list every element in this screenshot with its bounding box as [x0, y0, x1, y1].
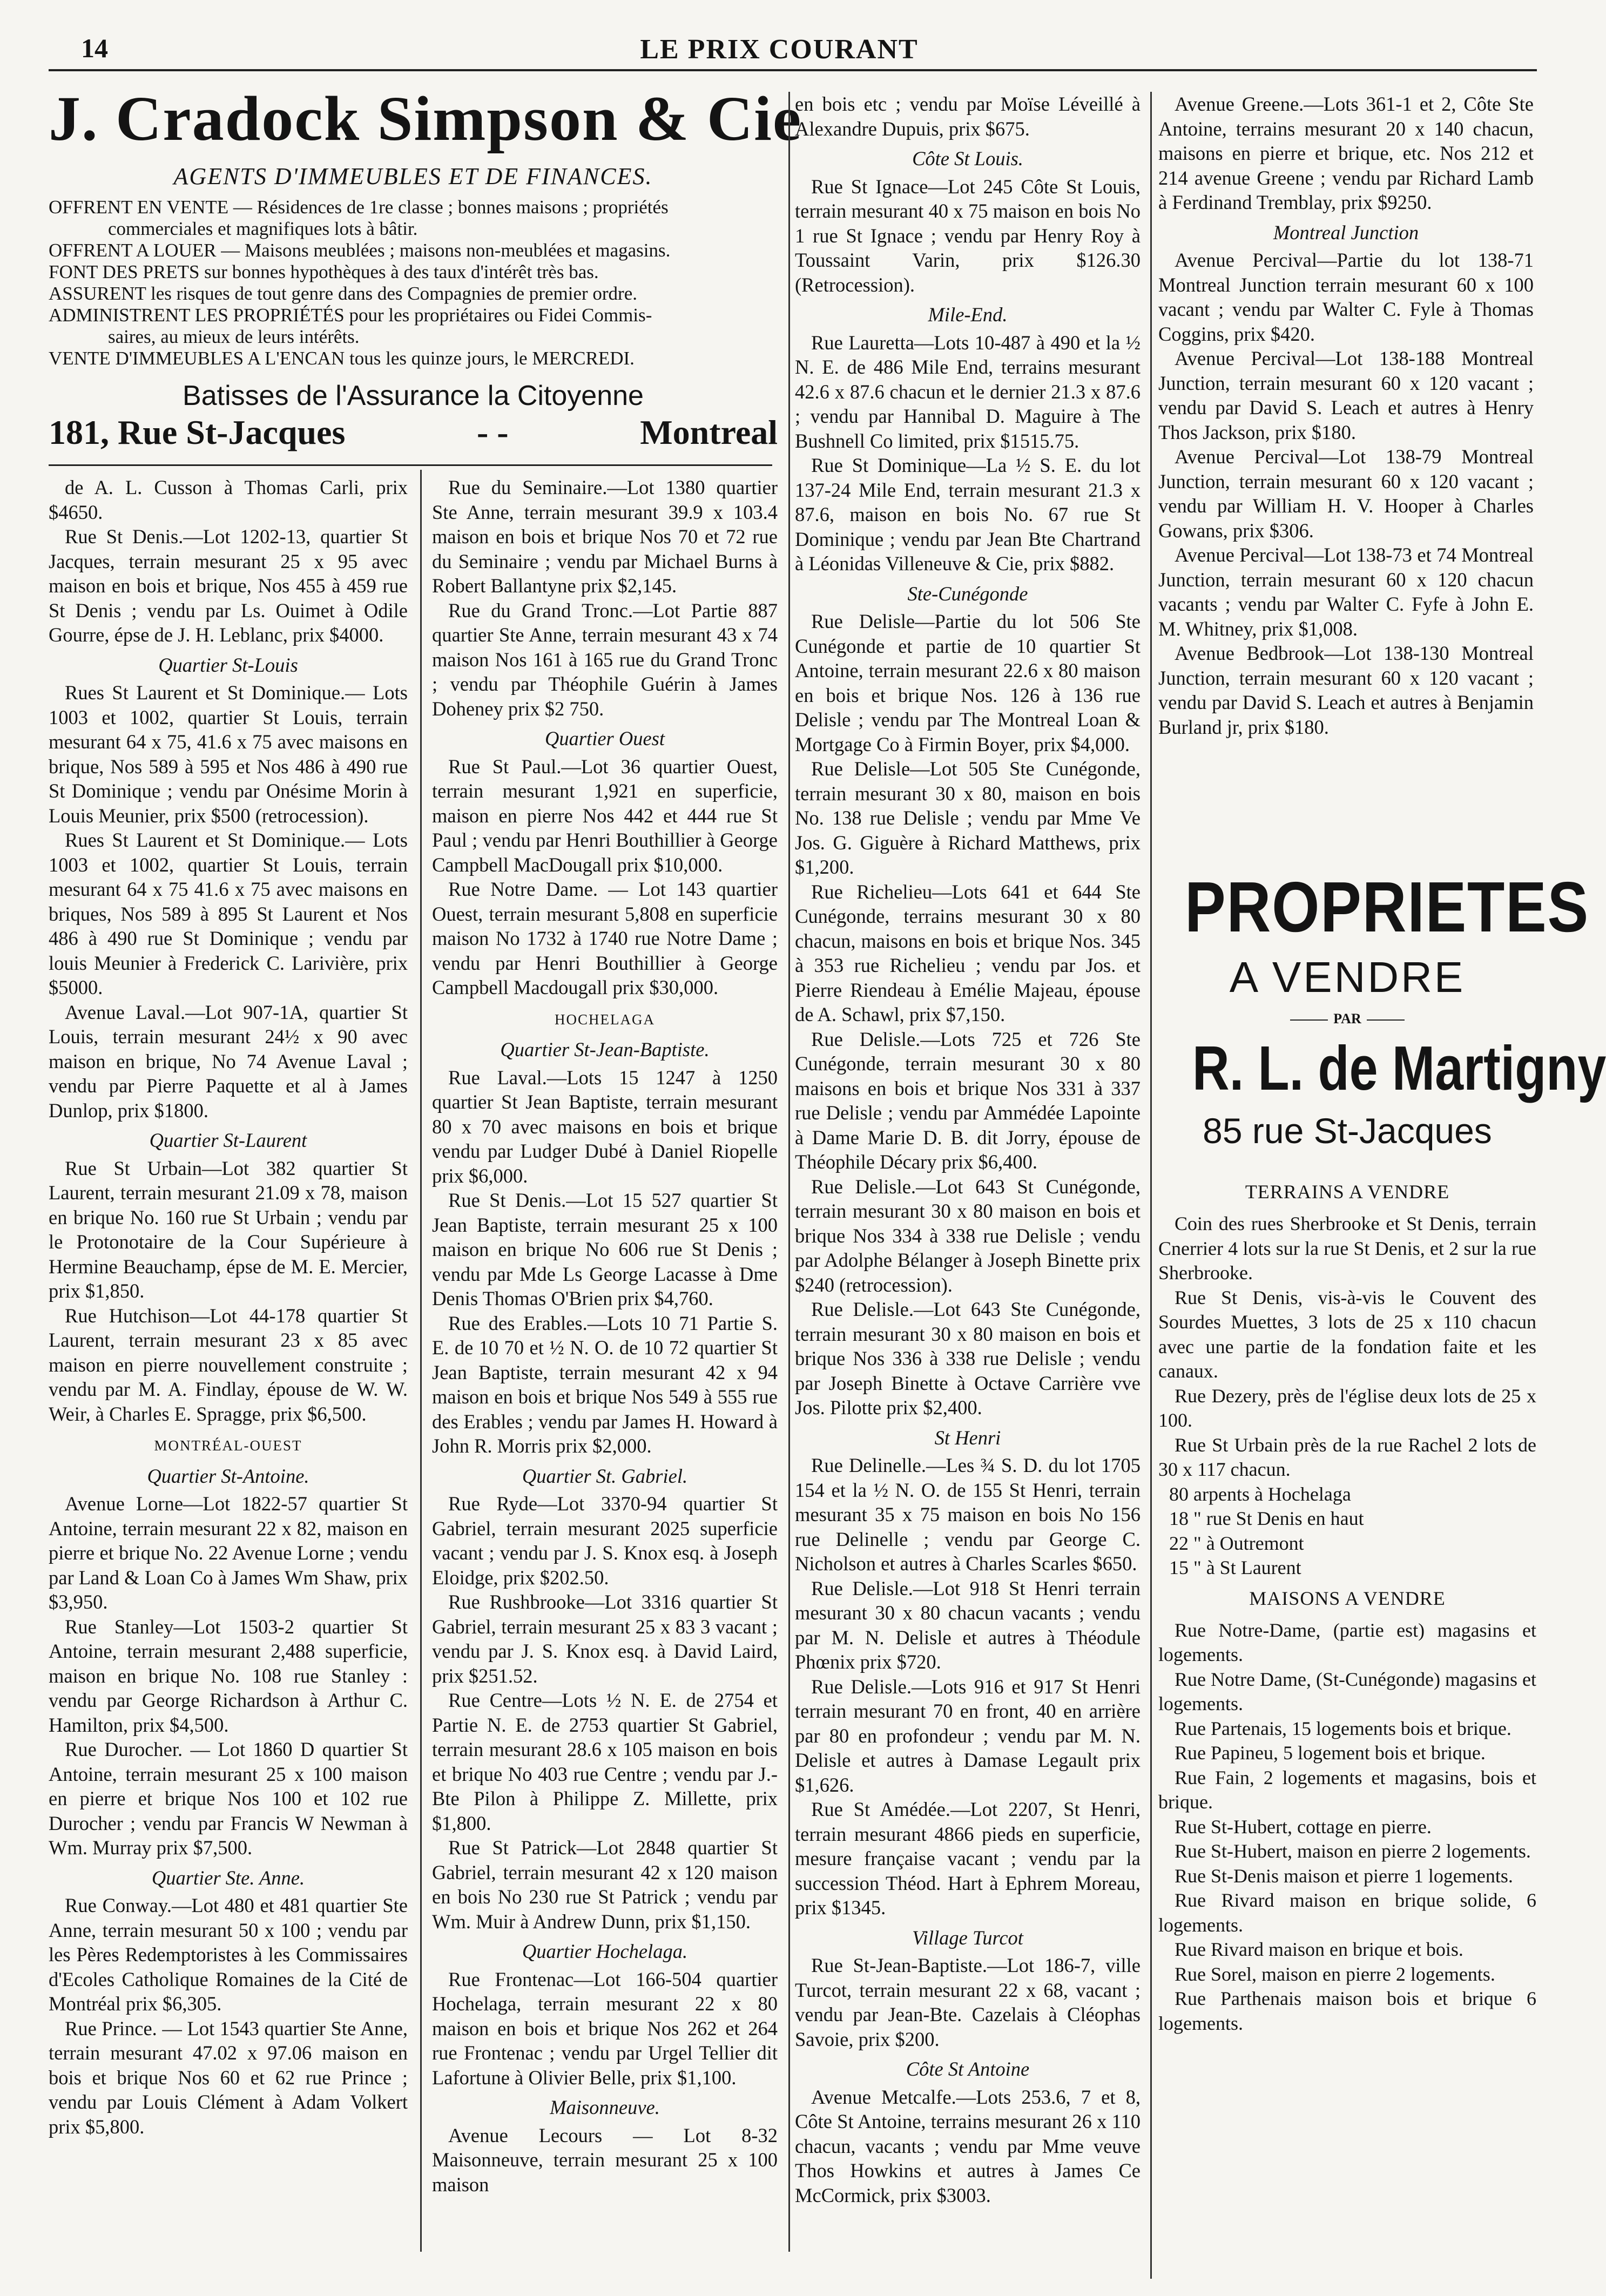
- sale-entry: Rue St-Jean-Baptiste.—Lot 186-7, ville Turcot, terrain mesurant 22 x 68, vacant ; vendu par Jean-Bte. Cazelais à Cléophas Savoie, prix $200.: [795, 1954, 1141, 2050]
- sale-entry: Rue Durocher. — Lot 1860 D quartier St Antoine, terrain mesurant 25 x 100 maison en pierre et brique Nos 100 et 102 rue Durocher ; vendu par Francis W Newman à Wm. Murray prix $7,500.: [49, 1738, 408, 1859]
- column-rule: [1150, 92, 1152, 2279]
- ad-line: ASSURENT les risques de tout genre dans des Compagnies de premier ordre.: [49, 283, 637, 304]
- ad-title: J. Cradock Simpson & Cie: [49, 83, 802, 154]
- ad-address: [49, 414, 778, 451]
- sale-entry: Rue St Denis.—Lot 15 527 quartier St Jean Baptiste, terrain mesurant 25 x 100 maison en brique No 606 rue St Denis ; vendu par Mde Ls George Lacasse à Dme Denis Thomas O'Brien prix $4,760.: [432, 1189, 778, 1309]
- ad-line: commerciales et magnifiques lots à bâtir.: [108, 218, 418, 239]
- ad-lines: [49, 197, 778, 369]
- section-heading: Village Turcot: [912, 1926, 1023, 1949]
- column-3: [795, 92, 1141, 2279]
- maisons-heading: MAISONS A VENDRE: [1249, 1587, 1446, 1609]
- arpent-item: 15 " à St Laurent: [1169, 1557, 1301, 1578]
- maison-item: Rue St-Hubert, maison en pierre 2 logements.: [1175, 1840, 1531, 1862]
- sale-entry: Rue Rushbrooke—Lot 3316 quartier St Gabriel, terrain mesurant 25 x 83 3 vacant ; vendu par J. S. Knox esq. à David Laird, prix $251.52.: [432, 1591, 778, 1687]
- ad-address-city: Montreal: [640, 413, 778, 451]
- maisons-list: [1158, 1618, 1536, 2036]
- section-heading: Quartier St-Jean-Baptiste.: [500, 1038, 710, 1061]
- sale-entry: Rue Delisle.—Lots 916 et 917 St Henri terrain mesurant 70 en front, 40 en arrière par 80 en profondeur ; vendu par M. N. Delisle et autres à Damase Legault prix $1,626.: [795, 1675, 1141, 1796]
- sale-entry: Rue Notre Dame. — Lot 143 quartier Ouest, terrain mesurant 5,808 en superficie maison No 1732 à 1740 rue Notre Dame ; vendu par Henri Bouthillier à George Campbell Macdougall prix $30,000.: [432, 878, 778, 998]
- sale-entry: Rue Delisle—Partie du lot 506 Ste Cunégonde et partie de 10 quartier St Antoine, terrain mesurant 22.6 x 80 maison en bois et brique Nos. 126 à 136 rue Delisle ; vendu par The Montreal Loan & Mortgage Co à Firmin Boyer, prix $4,000.: [795, 610, 1141, 755]
- column-1: [49, 475, 408, 2279]
- section-heading: Montreal Junction: [1273, 221, 1419, 244]
- section-heading: Quartier St-Antoine.: [147, 1464, 309, 1487]
- ad-building: Batisses de l'Assurance la Citoyenne: [183, 380, 644, 411]
- section-heading: Maisonneuve.: [550, 2096, 660, 2118]
- prop-ad-subtitle: A VENDRE: [1229, 953, 1466, 1001]
- sale-entry: Rue St Amédée.—Lot 2207, St Henri, terrain mesurant 4866 pieds en superficie, mesure française vacant ; vendu par la succession Théod. Hart à Ephrem Moreau, prix $1345.: [795, 1798, 1141, 1919]
- ad-address-separator: - -: [476, 413, 509, 451]
- terrain-item: Rue St Urbain près de la rue Rachel 2 lots de 30 x 117 chacun.: [1158, 1434, 1536, 1480]
- ad-line: OFFRENT A LOUER — Maisons meublées ; maisons non-meublées et magasins.: [49, 240, 671, 261]
- sale-entry: Avenue Percival—Lot 138-73 et 74 Montreal Junction, terrain mesurant 60 x 120 chacun vacants ; vendu par Walter C. Fyfe à John E. M. Whitney, prix $1,008.: [1158, 544, 1534, 640]
- maison-item: Rue St-Hubert, cottage en pierre.: [1175, 1815, 1432, 1838]
- ad-address-street: 181, Rue St-Jacques: [49, 413, 346, 451]
- maison-item: Rue Sorel, maison en pierre 2 logements.: [1175, 1963, 1495, 1985]
- header-rule: [49, 69, 1537, 71]
- section-heading: Quartier St-Louis: [158, 653, 298, 676]
- terrain-item: Coin des rues Sherbrooke et St Denis, terrain Cnerrier 4 lots sur la rue St Denis, et 2 sur la rue Sherbrooke.: [1158, 1213, 1536, 1284]
- sale-entry: Avenue Percival—Lot 138-188 Montreal Junction, terrain mesurant 60 x 120 vacant ; vendu par David S. Leach et autres à Henry Thos Jackson, prix $180.: [1158, 347, 1534, 443]
- ad-bottom-rule: [49, 464, 772, 466]
- section-heading: Côte St Antoine: [906, 2058, 1030, 2080]
- sale-entry: Avenue Laval.—Lot 907-1A, quartier St Louis, terrain mesurant 24½ x 90 avec maison en brique, No 74 Avenue Laval ; vendu par Pierre Paquette et al à James Dunlop, prix $1800.: [49, 1001, 408, 1122]
- sale-entry: Rue Delisle.—Lot 643 Ste Cunégonde, terrain mesurant 30 x 80 maison en bois et brique Nos 336 à 338 rue Delisle ; vendu par Joseph Binette à Octave Carrière vve Jos. Pilotte prix $2,400.: [795, 1298, 1141, 1419]
- column-2: [432, 475, 778, 2279]
- terrains-list: [1158, 1212, 1536, 1581]
- arpent-item: 18 " rue St Denis en haut: [1169, 1508, 1364, 1529]
- sale-entry: en bois etc ; vendu par Moïse Léveillé à Alexandre Dupuis, prix $675.: [795, 93, 1141, 140]
- sale-entry: Rue St Ignace—Lot 245 Côte St Louis, terrain mesurant 40 x 75 maison en bois No 1 rue St Ignace ; vendu par Henry Roy à Toussaint Varin, prix $126.30 (Retrocession).: [795, 175, 1141, 296]
- sale-entry: Rues St Laurent et St Dominique.— Lots 1003 et 1002, quartier St Louis, terrain mesurant 64 x 75, 41.6 x 75 avec maisons en brique, Nos 589 à 595 et Nos 486 à 490 rue St Dominique ; vendu par Onésime Morin à Louis Meunier, prix $500 (retrocession).: [49, 681, 408, 827]
- sale-entry: de A. L. Cusson à Thomas Carli, prix $4650.: [49, 476, 408, 523]
- sale-entry: Avenue Percival—Lot 138-79 Montreal Junction, terrain mesurant 60 x 120 vacant ; vendu par William H. V. Hooper à Charles Gowans, prix $306.: [1158, 445, 1534, 542]
- prop-ad-title: PROPRIETES: [1185, 867, 1589, 947]
- sale-entry: Rue Delisle.—Lots 725 et 726 Ste Cunégonde, terrain mesurant 30 x 80 maisons en bois et brique Nos 331 à 337 rue Delisle ; vendu par Ammédée Lapointe à Dame Marie D. B. dit Jorry, épouse de Théophile Décary prix $6,400.: [795, 1028, 1141, 1173]
- sale-entry: Avenue Bedbrook—Lot 138-130 Montreal Junction, terrain mesurant 60 x 120 vacant ; vendu par David S. Leach et autres à Benjamin Burland jr, prix $180.: [1158, 642, 1534, 738]
- sale-entry: Rue des Erables.—Lots 10 71 Partie S. E. de 10 70 et ½ N. O. de 10 72 quartier St Jean Baptiste, terrain mesurant 42 x 94 maison en bois et brique Nos 549 à 555 rue des Erables ; vendu par James H. Howard à John R. Morris prix $2,000.: [432, 1312, 778, 1457]
- terrain-item: Rue St Denis, vis-à-vis le Couvent des Sourdes Muettes, 3 lots de 25 x 110 chacun avec une partie de la fondation faite et les canaux.: [1158, 1286, 1536, 1382]
- ad-line: OFFRENT EN VENTE — Résidences de 1re classe ; bonnes maisons ; propriétés: [49, 197, 669, 218]
- sale-entry: Rue Delisle.—Lot 643 St Cunégonde, terrain mesurant 30 x 80 maison en bois et brique Nos 334 à 338 rue Delisle ; vendu par Adolphe Bélanger à Joseph Binette prix $240 (retrocession).: [795, 1175, 1141, 1296]
- section-heading: Quartier Ouest: [544, 727, 665, 749]
- ad-line: ADMINISTRENT LES PROPRIÉTÉS pour les propriétaires ou Fidei Commis-: [49, 305, 652, 326]
- sale-entry: Rue Prince. — Lot 1543 quartier Ste Anne, terrain mesurant 47.02 x 97.06 maison en bois et brique Nos 60 et 62 rue Prince ; vendu par Louis Clément à Adam Volkert prix $5,800.: [49, 2017, 408, 2138]
- sale-entry: Rue St Urbain—Lot 382 quartier St Laurent, terrain mesurant 21.09 x 78, maison en brique No. 160 rue St Urbain ; vendu par le Protonotaire de la Cour Supérieure à Hermine Beauchamp, épse de M. E. Mercier, prix $1,850.: [49, 1157, 408, 1302]
- sale-entry: Rue du Seminaire.—Lot 1380 quartier Ste Anne, terrain mesurant 39.9 x 103.4 maison en bois et brique Nos 70 et 72 rue du Seminaire ; vendu par Michael Burns à Robert Ballantyne prix $2,145.: [432, 476, 778, 597]
- prop-ad-address: 85 rue St-Jacques: [1203, 1111, 1492, 1151]
- maison-item: Rue St-Denis maison et pierre 1 logements.: [1175, 1865, 1513, 1887]
- arpent-item: 80 arpents à Hochelaga: [1169, 1483, 1351, 1505]
- sale-entry: Rue Delisle—Lot 505 Ste Cunégonde, terrain mesurant 30 x 80, maison en bois No. 138 rue Delisle ; vendu par Mme Ve Jos. G. Giguère à Richard Matthews, prix $1,200.: [795, 758, 1141, 878]
- arpent-item: 22 " à Outremont: [1169, 1532, 1304, 1554]
- maison-item: Rue Papineu, 5 logement bois et brique.: [1175, 1742, 1486, 1764]
- maison-item: Rue Rivard maison en brique solide, 6 logements.: [1158, 1889, 1536, 1936]
- section-heading: Quartier Ste. Anne.: [151, 1866, 305, 1889]
- sale-entry: Rue Laval.—Lots 15 1247 à 1250 quartier St Jean Baptiste, terrain mesurant 80 x 70 avec maisons en bois et brique vendu par Ludger Dubé à Daniel Riopelle prix $6,000.: [432, 1066, 778, 1187]
- sale-entry: Rue Richelieu—Lots 641 et 644 Ste Cunégonde, terrains mesurant 30 x 80 chacun, maisons en bois et brique Nos. 345 à 353 rue Richelieu ; vendu par Jos. et Pierre Riendeau à Emélie Majeau, épouse de A. Schawl, prix $7,150.: [795, 880, 1141, 1025]
- section-heading: Quartier St-Laurent: [149, 1129, 307, 1151]
- ad-line: saires, au mieux de leurs intérêts.: [108, 326, 360, 347]
- prop-ad-name: R. L. de Martigny: [1192, 1033, 1606, 1103]
- maison-item: Rue Fain, 2 logements et magasins, bois et brique.: [1158, 1766, 1536, 1813]
- sale-entry: Avenue Lorne—Lot 1822-57 quartier St Antoine, terrain mesurant 22 x 82, maison en pierre et brique No. 22 Avenue Lorne ; vendu par Land & Loan Co à James Wm Shaw, prix $3,950.: [49, 1493, 408, 1613]
- sale-entry: Avenue Percival—Partie du lot 138-71 Montreal Junction terrain mesurant 60 x 100 vacant ; vendu par Walter C. Fyle à Thomas Coggins, prix $420.: [1158, 249, 1534, 345]
- sale-entry: Avenue Lecours — Lot 8-32 Maisonneuve, terrain mesurant 25 x 100 maison: [432, 2124, 778, 2196]
- maison-item: Rue Notre-Dame, (partie est) magasins et logements.: [1158, 1619, 1536, 1665]
- maison-item: Rue Partenais, 15 logements bois et brique.: [1175, 1717, 1511, 1739]
- page-number: 14: [81, 33, 108, 63]
- maison-item: Rue Rivard maison en brique et bois.: [1175, 1939, 1463, 1960]
- sale-entry: Avenue Metcalfe.—Lots 253.6, 7 et 8, Côte St Antoine, terrains mesurant 26 x 110 chacun, vacants ; vendu par Mme veuve Thos Howkins et autres à James Ce McCormick, prix $3003.: [795, 2085, 1141, 2206]
- maison-item: Rue Notre Dame, (St-Cunégonde) magasins et logements.: [1158, 1668, 1536, 1714]
- sale-entry: Rue Centre—Lots ½ N. E. de 2754 et Partie N. E. de 2753 quartier St Gabriel, terrain mesurant 28.6 x 105 maison en bois et brique No 403 rue Centre ; vendu par J.-Bte Pilon à Philippe Z. Millette, prix $1,800.: [432, 1689, 778, 1834]
- ad-line: FONT DES PRETS sur bonnes hypothèques à des taux d'intérêt très bas.: [49, 261, 599, 282]
- section-heading: Mile-End.: [928, 303, 1008, 326]
- section-heading: Côte St Louis.: [912, 147, 1023, 170]
- section-heading: Quartier Hochelaga.: [522, 1940, 688, 1962]
- district-heading: HOCHELAGA: [555, 1011, 655, 1028]
- terrains-heading: TERRAINS A VENDRE: [1245, 1181, 1450, 1203]
- sale-entry: Rue St Dominique—La ½ S. E. du lot 137-24 Mile End, terrain mesurant 21.3 x 87.6, maison en bois No. 67 rue St Dominique ; vendu par Jean Bte Chartrand à Léonidas Villeneuve & Cie, prix $882.: [795, 454, 1141, 575]
- martigny-advertisement: [1158, 864, 1606, 2290]
- sale-entry: Rue Ryde—Lot 3370-94 quartier St Gabriel, terrain mesurant 2025 superficie vacant ; vendu par J. S. Knox esq. à Joseph Eloidge, prix $202.50.: [432, 1493, 778, 1589]
- ad-subtitle: AGENTS D'IMMEUBLES ET DE FINANCES.: [173, 163, 653, 190]
- cradock-simpson-advertisement: [49, 81, 802, 454]
- sale-entry: Rue Frontenac—Lot 166-504 quartier Hochelaga, terrain mesurant 22 x 80 maison en bois et brique Nos 262 et 264 rue Frontenac ; vendu par Urgel Tellier dit Lafortune à Olivier Belle, prix $1,100.: [432, 1968, 778, 2089]
- section-heading: St Henri: [934, 1426, 1001, 1449]
- district-heading: MONTRÉAL-OUEST: [154, 1437, 302, 1454]
- sale-entry: Rue Stanley—Lot 1503-2 quartier St Antoine, terrain mesurant 2,488 superficie, maison en brique No. 108 rue Stanley : vendu par George Richardson à Arthur C. Hamilton, prix $4,500.: [49, 1615, 408, 1736]
- terrain-item: Rue Dezery, près de l'église deux lots de 25 x 100.: [1158, 1385, 1536, 1431]
- sale-entry: Rue St Paul.—Lot 36 quartier Ouest, terrain mesurant 1,921 en superficie, maison en pierre Nos 442 et 444 rue St Paul ; vendu par Henri Bouthillier à George Campbell MacDougall prix $10,000.: [432, 755, 778, 876]
- sale-entry: Rue Lauretta—Lots 10-487 à 490 et la ½ N. E. de 486 Mile End, terrains mesurant 42.6 x 87.6 chacun et le dernier 21.3 x 87.6 ; vendu par Hannibal D. Maguire à The Bushnell Co limited, prix $1515.75.: [795, 331, 1141, 452]
- sale-entry: Rue Hutchison—Lot 44-178 quartier St Laurent, terrain mesurant 23 x 85 avec maison en pierre nouvellement construite ; vendu par M. A. Findlay, épouse de W. W. Weir, à Charles E. Spragge, prix $6,500.: [49, 1304, 408, 1425]
- sale-entry: Rue St Denis.—Lot 1202-13, quartier St Jacques, terrain mesurant 25 x 95 avec maison en bois et brique, Nos 455 à 459 rue St Denis ; vendu par Ls. Ouimet à Odile Gourre, épse de J. H. Leblanc, prix $4000.: [49, 525, 408, 646]
- sale-entry: Rue St Patrick—Lot 2848 quartier St Gabriel, terrain mesurant 42 x 120 maison en bois No 230 rue St Patrick ; vendu par Wm. Muir à Andrew Dunn, prix $1,150.: [432, 1836, 778, 1933]
- column-rule: [420, 470, 422, 2252]
- sale-entry: Avenue Greene.—Lots 361-1 et 2, Côte Ste Antoine, terrains mesurant 20 x 140 chacun, maisons en pierre et brique, etc. Nos 212 et 214 avenue Greene ; vendu par Richard Lamb à Ferdinand Tremblay, prix $9250.: [1158, 93, 1534, 213]
- sale-entry: Rue Delinelle.—Les ¾ S. D. du lot 1705 154 et la ½ N. O. de 155 St Henri, terrain mesurant 35 x 75 maison en bois No 156 rue Delinelle ; vendu par George C. Nicholson et autres à Charles Scarles $650.: [795, 1454, 1141, 1575]
- section-heading: Ste-Cunégonde: [907, 582, 1028, 605]
- ad-line: VENTE D'IMMEUBLES A L'ENCAN tous les quinze jours, le MERCREDI.: [49, 348, 635, 369]
- section-heading: Quartier St. Gabriel.: [522, 1464, 688, 1487]
- prop-ad-par: PAR: [1158, 1011, 1536, 1027]
- sale-entry: Rue du Grand Tronc.—Lot Partie 887 quartier Ste Anne, terrain mesurant 43 x 74 maison Nos 161 à 165 rue du Grand Tronc ; vendu par Théophile Guérin à James Doheney prix $2 750.: [432, 599, 778, 720]
- column-4: [1158, 92, 1534, 859]
- running-title: LE PRIX COURANT: [640, 34, 919, 65]
- sale-entry: Rue Delisle.—Lot 918 St Henri terrain mesurant 30 x 80 chacun vacants ; vendu par M. N. Delisle et autres à Théodule Phœnix prix $720.: [795, 1577, 1141, 1673]
- sale-entry: Rues St Laurent et St Dominique.— Lots 1003 et 1002, quartier St Louis, terrain mesurant 64 x 75 41.6 x 75 avec maisons en briques, Nos 589 à 895 St Laurent et Nos 486 à 490 rue St Dominique ; vendu par louis Meunier à Frederick C. Larivière, prix $5000.: [49, 829, 408, 998]
- maison-item: Rue Parthenais maison bois et brique 6 logements.: [1158, 1988, 1536, 2034]
- sale-entry: Rue Conway.—Lot 480 et 481 quartier Ste Anne, terrain mesurant 50 x 100 ; vendu par les Pères Redemptoristes à les Commissaires d'Ecoles Catholique Romaines de la Cité de Montréal prix $6,305.: [49, 1894, 408, 2015]
- column-rule: [788, 92, 790, 2252]
